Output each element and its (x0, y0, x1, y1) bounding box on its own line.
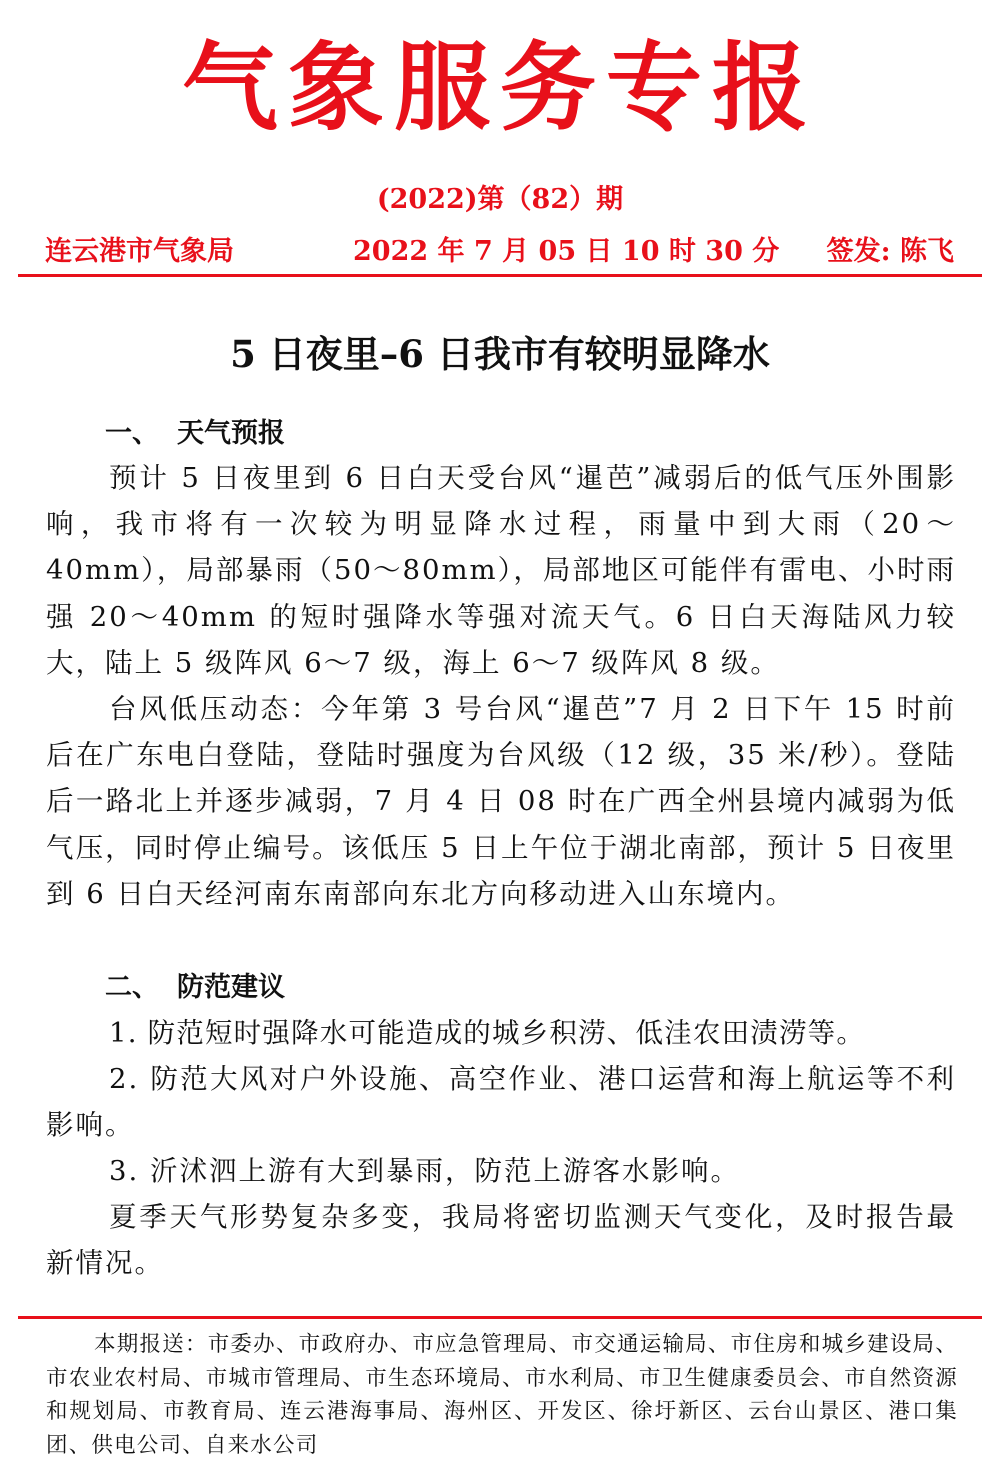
advice-item-1: 1. 防范短时强降水可能造成的城乡积涝、低洼农田渍涝等。 (109, 1017, 866, 1049)
advice-item-2: 2. 防范大风对户外设施、高空作业、港口运营和海上航运等不利影响。 (46, 1063, 956, 1142)
section-heading-advice (105, 968, 285, 1008)
issuer: 连云港市气象局 (45, 236, 234, 267)
document-title: 5 日夜里–6 日我市有较明显降水 (230, 332, 770, 376)
distribution-list: 本期报送：市委办、市政府办、市应急管理局、市交通运输局、市住房和城乡建设局、市农业农村局、市城市管理局、市生态环境局、市水利局、市卫生健康委员会、市自然资源和规划局、市教育局、连云港海事局、海州区、开发区、徐圩新区、云台山景区、港口集团、供电公司、自来水公司 (46, 1332, 958, 1458)
section-heading-forecast (105, 414, 285, 454)
issue-datetime: 2022 年 7 月 05 日 10 时 30 分 (353, 236, 780, 267)
masthead-title: 气象服务专报 (182, 32, 818, 144)
footer-divider (18, 1316, 982, 1319)
section-heading-text: 防范建议 (177, 972, 285, 1003)
section-number: 一、 (105, 418, 159, 449)
advice-item-3: 3. 沂沭泗上游有大到暴雨，防范上游客水影响。 (109, 1155, 740, 1187)
header-divider (18, 274, 982, 277)
typhoon-paragraph: 台风低压动态：今年第 3 号台风“暹芭”7 月 2 日下午 15 时前后在广东电白登陆，登陆时强度为台风级（12 级，35 米/秒）。登陆后一路北上并逐步减弱，7 月 4 日 08 时在广西全州县境内减弱为低气压，同时停止编号。该低压 5 日上午位于湖北南部，预计 5 日夜里到 6 日白天经河南东南部向东北方向移动进入山东境内。 (46, 693, 956, 910)
signoff: 签发: 陈飞 (826, 236, 954, 267)
closing-paragraph: 夏季天气形势复杂多变，我局将密切监测天气变化，及时报告最新情况。 (46, 1201, 956, 1280)
section-number: 二、 (105, 972, 159, 1003)
forecast-paragraph: 预计 5 日夜里到 6 日白天受台风“暹芭”减弱后的低气压外围影响，我市将有一次较为明显降水过程，雨量中到大雨（20～40mm），局部暴雨（50～80mm），局部地区可能伴有雷电、小时雨强 20～40mm 的短时强降水等强对流天气。6 日白天海陆风力较大，陆上 5 级阵风 6～7 级，海上 6～7 级阵风 8 级。 (46, 462, 956, 679)
section-heading-text: 天气预报 (177, 418, 285, 449)
issue-number: (2022)第（82）期 (376, 184, 624, 215)
